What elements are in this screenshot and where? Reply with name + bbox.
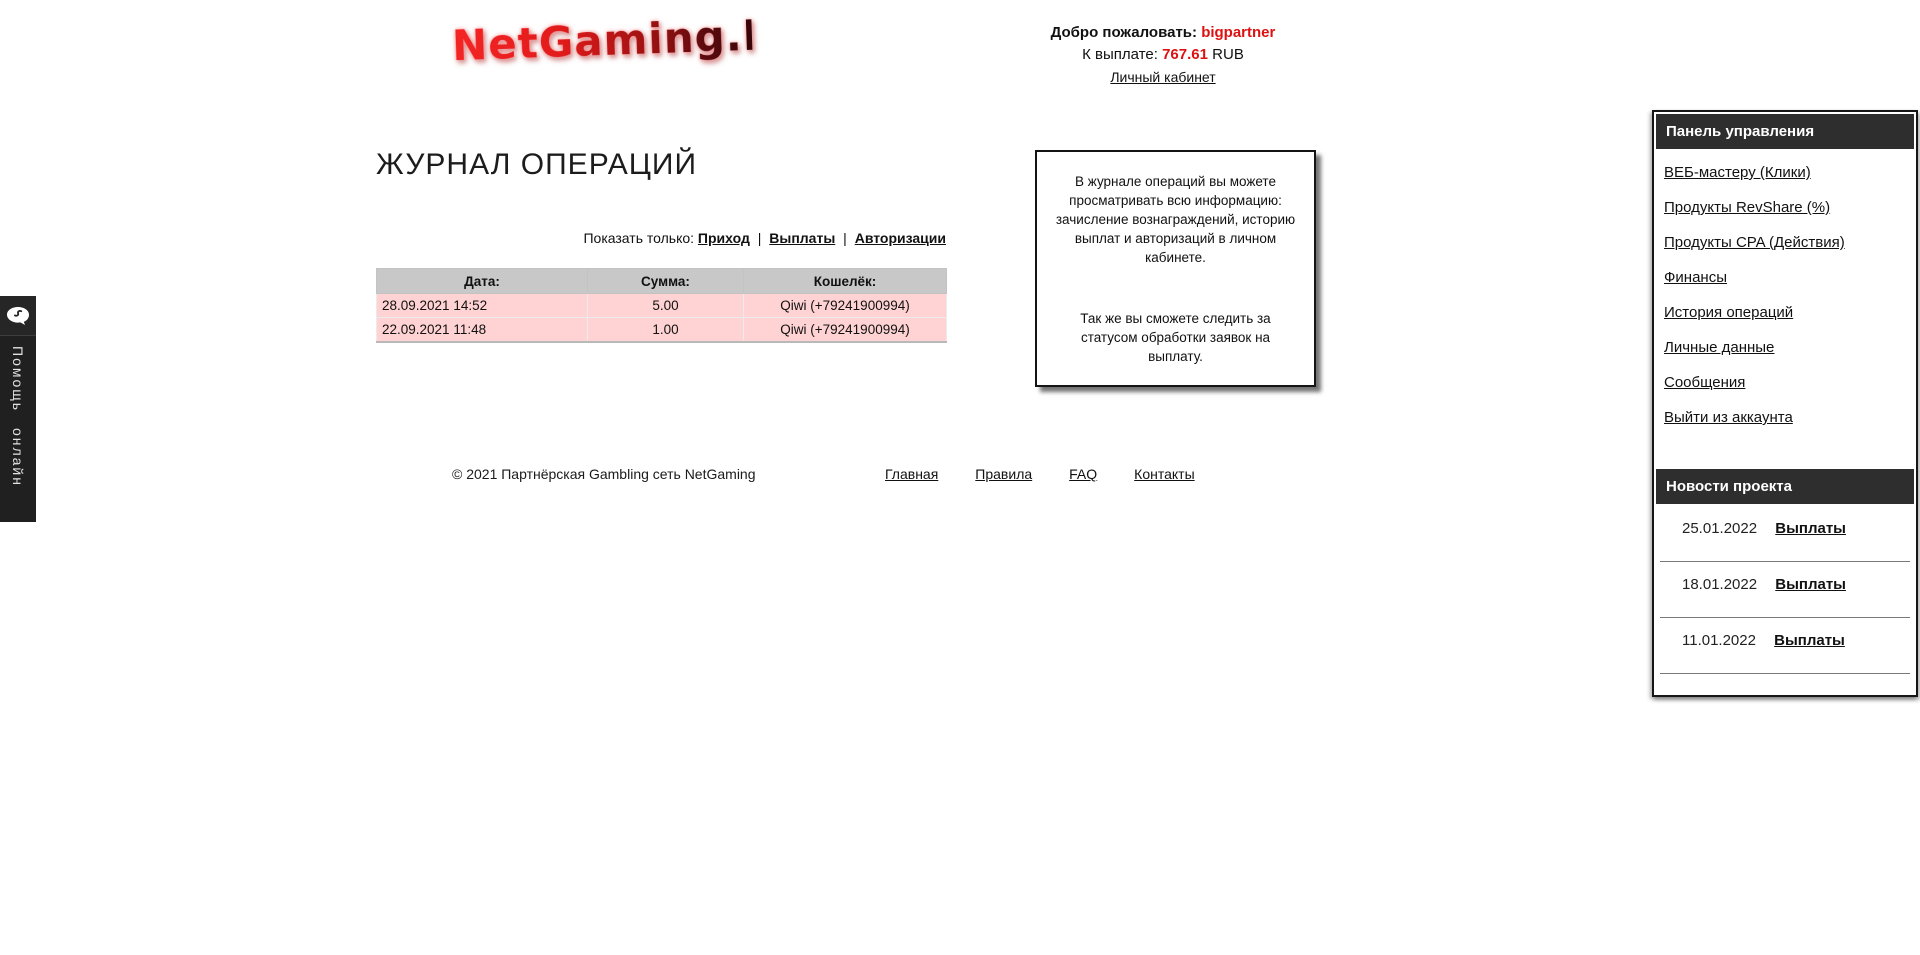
footer-link-home[interactable]: Главная <box>885 466 939 482</box>
news-link-payouts[interactable]: Выплаты <box>1775 576 1846 593</box>
sidebar-item-operations-history[interactable]: История операций <box>1664 304 1794 321</box>
control-panel-menu <box>1654 151 1916 427</box>
news-link-payouts[interactable]: Выплаты <box>1775 520 1846 537</box>
info-paragraph-2: Так же вы сможете следить за статусом обработки заявок на выплату. <box>1080 311 1271 364</box>
news-item <box>1660 506 1910 562</box>
news-list <box>1654 506 1916 674</box>
footer-links <box>885 466 1195 482</box>
filter-row <box>376 230 946 246</box>
sidebar-item-personal-data[interactable]: Личные данные <box>1664 339 1775 356</box>
table-row <box>377 318 947 342</box>
sidebar-item-logout[interactable]: Выйти из аккаунта <box>1664 409 1793 426</box>
column-header-wallet: Кошелёк: <box>744 269 947 294</box>
operations-table <box>376 268 947 343</box>
cell-amount: 5.00 <box>588 294 744 318</box>
chat-bubble-icon[interactable] <box>0 296 36 336</box>
sidebar-item-finances[interactable]: Финансы <box>1664 269 1727 286</box>
news-date: 25.01.2022 <box>1682 520 1758 537</box>
footer-link-faq[interactable]: FAQ <box>1069 466 1098 482</box>
page-title: ЖУРНАЛ ОПЕРАЦИЙ <box>376 148 698 181</box>
filter-link-authorizations[interactable]: Авторизации <box>854 230 946 246</box>
cell-wallet: Qiwi (+79241900994) <box>744 318 947 342</box>
footer-link-contacts[interactable]: Контакты <box>1134 466 1195 482</box>
filter-separator: | <box>757 230 762 246</box>
site-logo[interactable]: NetGaming.Fun <box>451 7 833 71</box>
sidebar-item-products-cpa[interactable]: Продукты CPA (Действия) <box>1664 234 1845 251</box>
welcome-block <box>1040 22 1286 89</box>
help-tab-label: Помощь онлайн <box>10 346 26 487</box>
payout-line <box>1040 44 1286 66</box>
news-date: 11.01.2022 <box>1682 632 1756 649</box>
sidebar-item-webmaster-clicks[interactable]: ВЕБ-мастеру (Клики) <box>1664 164 1811 181</box>
sidebar <box>1652 110 1918 697</box>
column-header-date: Дата: <box>377 269 588 294</box>
news-link-payouts[interactable]: Выплаты <box>1774 632 1845 649</box>
cell-wallet: Qiwi (+79241900994) <box>744 294 947 318</box>
welcome-label: Добро пожаловать: <box>1050 24 1198 41</box>
currency-label: RUB <box>1212 46 1244 63</box>
table-row <box>377 294 947 318</box>
news-item <box>1660 562 1910 618</box>
filter-link-payouts[interactable]: Выплаты <box>769 230 836 246</box>
welcome-line <box>1040 22 1286 44</box>
news-date: 18.01.2022 <box>1682 576 1758 593</box>
news-item <box>1660 618 1910 674</box>
footer-copyright: © 2021 Партнёрская Gambling сеть NetGaming <box>452 466 756 482</box>
help-online-tab[interactable] <box>0 296 36 522</box>
footer-link-rules[interactable]: Правила <box>975 466 1033 482</box>
filter-label: Показать только: <box>583 230 695 246</box>
info-paragraph-1: В журнале операций вы можете просматривать всю информацию: зачисление вознаграждений, историю выплат и авторизаций в личном кабинете. <box>1055 174 1296 265</box>
cell-amount: 1.00 <box>588 318 744 342</box>
cell-date: 28.09.2021 14:52 <box>377 294 588 318</box>
info-box <box>1035 150 1316 387</box>
table-header-row <box>377 269 947 294</box>
payout-label: К выплате: <box>1082 46 1158 63</box>
payout-amount: 767.61 <box>1162 46 1208 63</box>
sidebar-item-messages[interactable]: Сообщения <box>1664 374 1746 391</box>
personal-cabinet-link[interactable]: Личный кабинет <box>1110 69 1216 85</box>
column-header-amount: Сумма: <box>588 269 744 294</box>
filter-separator: | <box>843 230 847 246</box>
control-panel-header: Панель управления <box>1656 114 1914 149</box>
news-header: Новости проекта <box>1656 469 1914 504</box>
username: bigpartner <box>1201 24 1276 41</box>
filter-link-income[interactable]: Приход <box>697 230 750 246</box>
sidebar-item-products-revshare[interactable]: Продукты RevShare (%) <box>1664 199 1831 216</box>
cell-date: 22.09.2021 11:48 <box>377 318 588 342</box>
